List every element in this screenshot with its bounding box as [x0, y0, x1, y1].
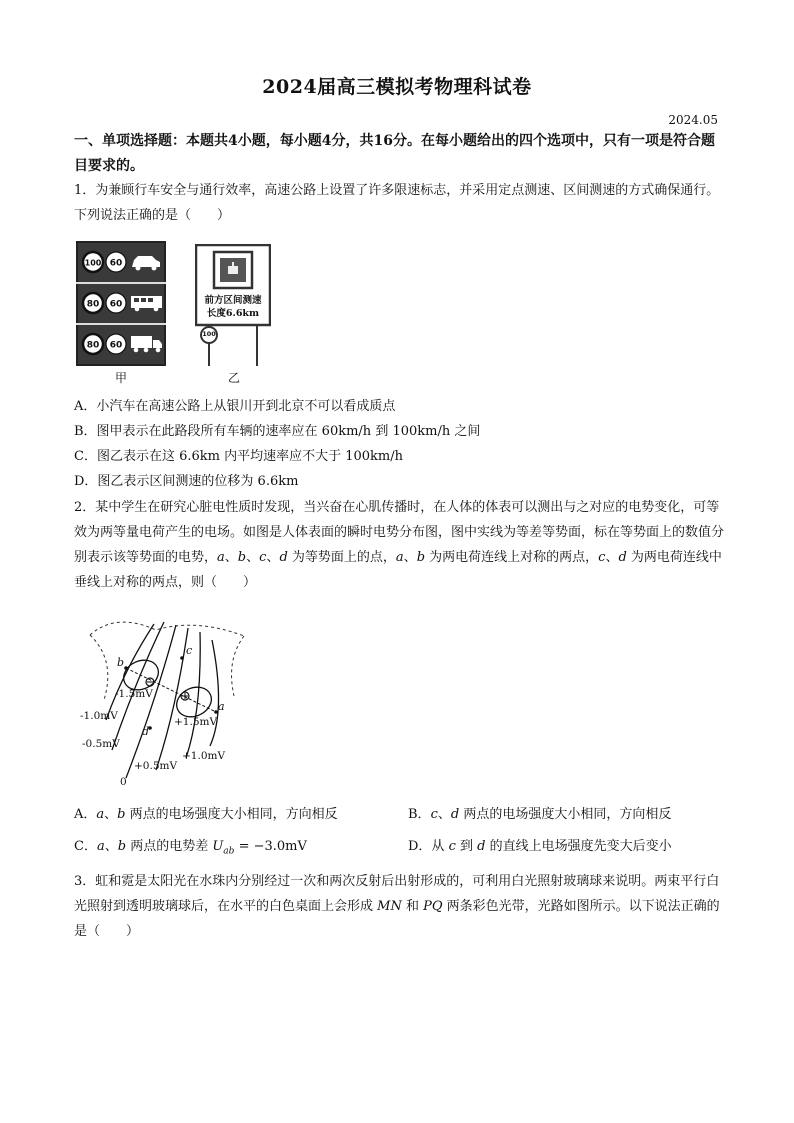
sign-text-line1: 前方区间测速: [204, 295, 262, 306]
sign-text-line2: 长度6.6km: [206, 308, 260, 319]
q2-option-d[interactable]: D．从 c 到 d 的直线上电场强度先变大后变小: [408, 839, 672, 854]
figure-speed-board: [76, 241, 166, 366]
question-2-stem: 2．某中学生在研究心脏电性质时发现，当兴奋在心肌传播时，在人体的体表可以测出与之对应的电势变化，可等效为两等量电荷产生的电场。如图是人体表面的瞬时电势分布图，图中实线为等差等势面，标在等势面上的数值分别表示该等势面的电势，a、b、c、d 为等势面上的点，a、b 为两电荷连线上对称的两点，c、d 为两电荷连线中垂线上对称的两点，则（ ）: [74, 500, 725, 590]
paper-date: 2024.05: [668, 113, 718, 127]
figure-label-b: 乙: [228, 371, 241, 385]
point-b-label: b: [117, 656, 125, 669]
q2-option-b[interactable]: B．c、d 两点的电场强度大小相同，方向相反: [408, 807, 672, 822]
label-plus-0-5mV: +0.5mV: [134, 760, 178, 772]
label-plus-1-5mV: +1.5mV: [174, 716, 218, 728]
label-plus-1-0mV: +1.0mV: [182, 750, 226, 762]
q2-option-c[interactable]: C．a、b 两点的电势差 $U_{ab} = -3.0mV$: [74, 839, 307, 857]
speed-limit-value: 80: [86, 340, 100, 351]
label-minus-1-0mV: -1.0mV: [80, 710, 118, 722]
figure-equipotential: [76, 600, 256, 790]
q1-option-d[interactable]: D．图乙表示区间测速的位移为 6.6km: [74, 474, 299, 489]
label-minus-1-5mV: -1.5mV: [115, 688, 153, 700]
q1-option-b[interactable]: B．图甲表示在此路段所有车辆的速率应在 60km/h 到 100km/h 之间: [74, 424, 481, 439]
point-c-label: c: [186, 644, 193, 657]
paper-title: 2024届高三模拟考物理科试卷: [262, 76, 532, 98]
label-zero: 0: [120, 776, 127, 788]
speed-limit-value: 100: [84, 258, 102, 268]
q1-option-c[interactable]: C．图乙表示在这 6.6km 内平均速率应不大于 100km/h: [74, 449, 403, 464]
q2-option-a[interactable]: A．a、b 两点的电场强度大小相同，方向相反: [74, 807, 338, 822]
figure-label-a: 甲: [115, 371, 128, 385]
question-1-stem: 1．为兼顾行车安全与通行效率，高速公路上设置了许多限速标志，并采用定点测速、区间测速的方式确保通行。下列说法正确的是（ ）: [74, 183, 720, 223]
speed-limit-value: 80: [86, 299, 100, 310]
speed-limit-value: 60: [109, 299, 123, 310]
section-heading: 一、单项选择题：本题共4小题，每小题4分，共16分。在每小题给出的四个选项中，只有一项是符合题目要求的。: [74, 133, 715, 174]
q1-option-a[interactable]: A．小汽车在高速公路上从银川开到北京不可以看成质点: [74, 399, 396, 414]
point-a-label: a: [218, 700, 225, 713]
speed-limit-value: 60: [109, 340, 123, 351]
label-minus-0-5mV: -0.5mV: [82, 738, 120, 750]
speed-limit-value: 60: [109, 258, 123, 269]
figure-interval-sign: [195, 244, 271, 368]
sign-speed-limit: 100: [202, 330, 216, 338]
question-3-stem: 3．虹和霓是太阳光在水珠内分别经过一次和两次反射后出射形成的，可利用白光照射玻璃球来说明。两束平行白光照射到透明玻璃球后，在水平的白色桌面上会形成 MN 和 PQ 两条彩色光带，光路如图所示。以下说法正确的是（ ）: [74, 874, 720, 939]
point-d-label: d: [142, 725, 150, 738]
